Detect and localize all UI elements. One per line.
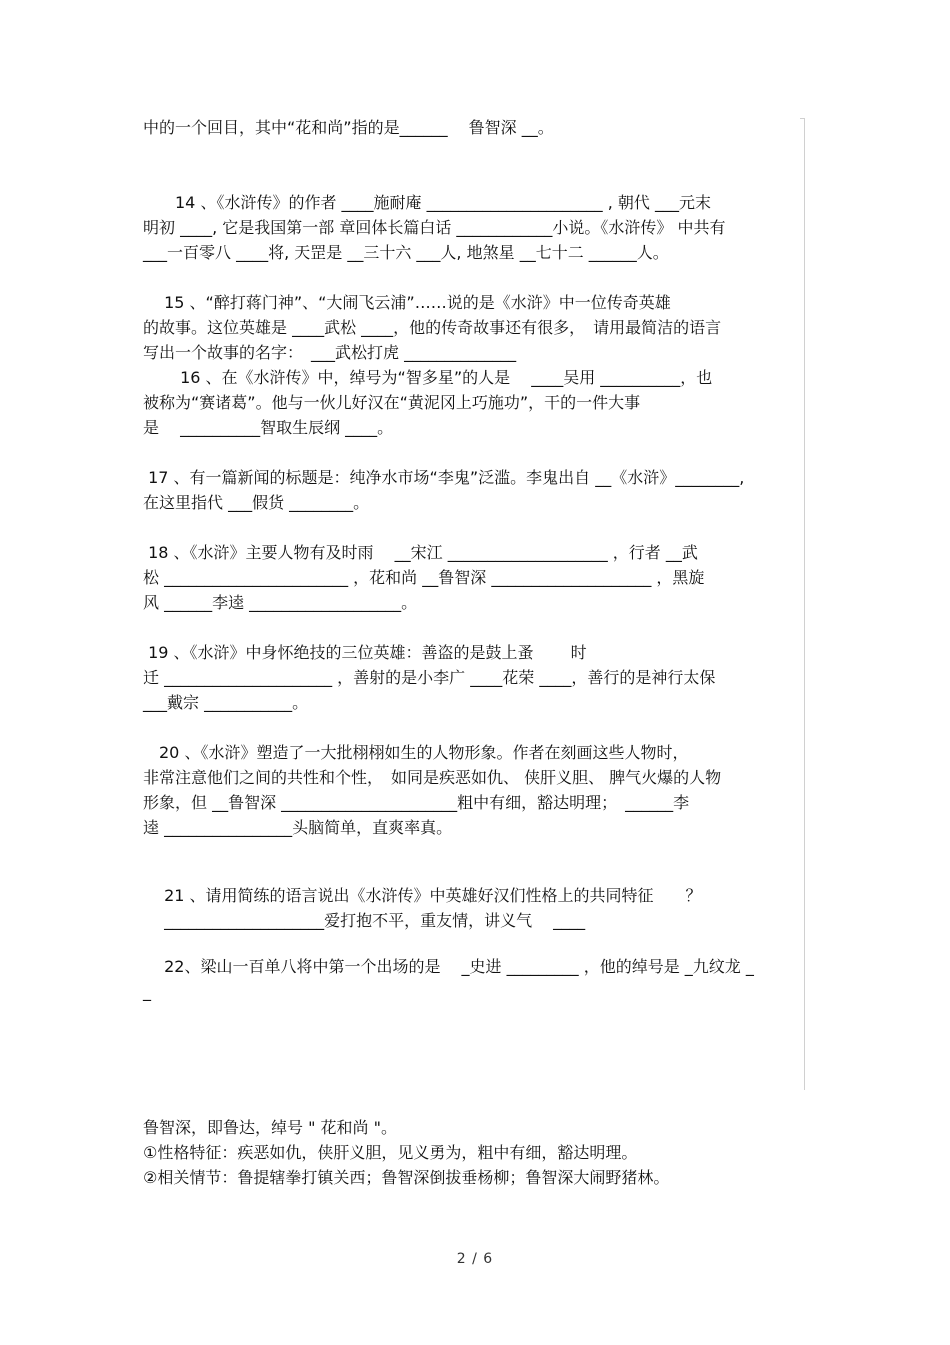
text-line: 被称为“赛诸葛”。他与一伙儿好汉在“黄泥冈上巧施功”，干的一件大事 [143,393,641,412]
text-line: 明初 ____, 它是我国第一部 章回体长篇白话 ____________小说。《水浒传》 中共有 [143,218,726,237]
text-line: 15 、“醉打蒋门神”、“大闹飞云浦”……说的是《水浒》中一位传奇英雄 [143,293,671,312]
text-line: 21 、请用简练的语言说出《水浒传》中英雄好汉们性格上的共同特征 ？ [143,886,702,905]
text-line: 形象，但 __鲁智深 ______________________粗中有细，豁达明理； ______李 [143,793,690,812]
text-line: 非常注意他们之间的共性和个性， 如同是疾恶如仇、 侠肝义胆、 脾气火爆的人物 [143,768,722,787]
text-line: 18 、《水浒》主要人物有及时雨 __宋江 ____________________ ，行者 __武 [143,543,698,562]
text-line: 是 __________智取生辰纲 ____。 [143,418,394,437]
page-number: 2 / 6 [456,1251,494,1267]
text-line: 17 、有一篇新闻的标题是：纯净水市场“李鬼”泛滥。李鬼出自 __《水浒》________, [143,468,745,487]
text-line: 写出一个故事的名字： ___武松打虎 ______________ [143,343,517,362]
text-line: 松 _______________________ ，花和尚 __鲁智深 ____________________ ，黑旋 [143,568,705,587]
text-line: 在这里指代 ___假货 ________。 [143,493,370,512]
text-line: 16 、在《水浒传》中，绰号为“智多星”的人是 ____吴用 __________，也 [143,368,713,387]
text-line: ____________________爱打抱不平，重友情，讲义气 ____ [143,911,586,930]
text-line: ___一百零八 ____将, 天罡是 __三十六 ___人, 地煞星 __七十二 ______人。 [143,243,669,262]
text-line: 中的一个回目，其中“花和尚”指的是______ 鲁智深 __。 [143,118,554,137]
text-line: 22、梁山一百单八将中第一个出场的是 _史进 _________ ，他的绰号是 _九纹龙 _ [143,957,754,976]
margin-rule-top [800,118,805,119]
text-line: 的故事。这位英雄是 ____武松 ____，他的传奇故事还有很多， 请用最简洁的语言 [143,318,722,337]
text-line: 19 、《水浒》中身怀绝技的三位英雄：善盗的是鼓上蚤 时 [143,643,587,662]
text-line: 14 、《水浒传》的作者 ____施耐庵 ______________________ , 朝代 ___元末 [143,193,711,212]
text-line: ___戴宗 ___________。 [143,693,309,712]
text-line: ①性格特征：疾恶如仇，侠肝义胆，见义勇为，粗中有细，豁达明理。 [143,1143,638,1162]
text-line: 逵 ________________头脑简单，直爽率真。 [143,818,453,837]
text-line: _ [143,982,151,1001]
text-line: 20 、《水浒》塑造了一大批栩栩如生的人物形象。作者在刻画这些人物时， [143,743,689,762]
text-line: 鲁智深，即鲁达，绰号 " 花和尚 "。 [143,1118,397,1137]
margin-rule [804,118,805,1090]
text-line: ②相关情节：鲁提辖拳打镇关西；鲁智深倒拔垂杨柳；鲁智深大闹野猪林。 [143,1168,670,1187]
text-line: 风 ______李逵 ___________________。 [143,593,418,612]
text-line: 迁 _____________________ ，善射的是小李广 ____花荣 ____，善行的是神行太保 [143,668,716,687]
